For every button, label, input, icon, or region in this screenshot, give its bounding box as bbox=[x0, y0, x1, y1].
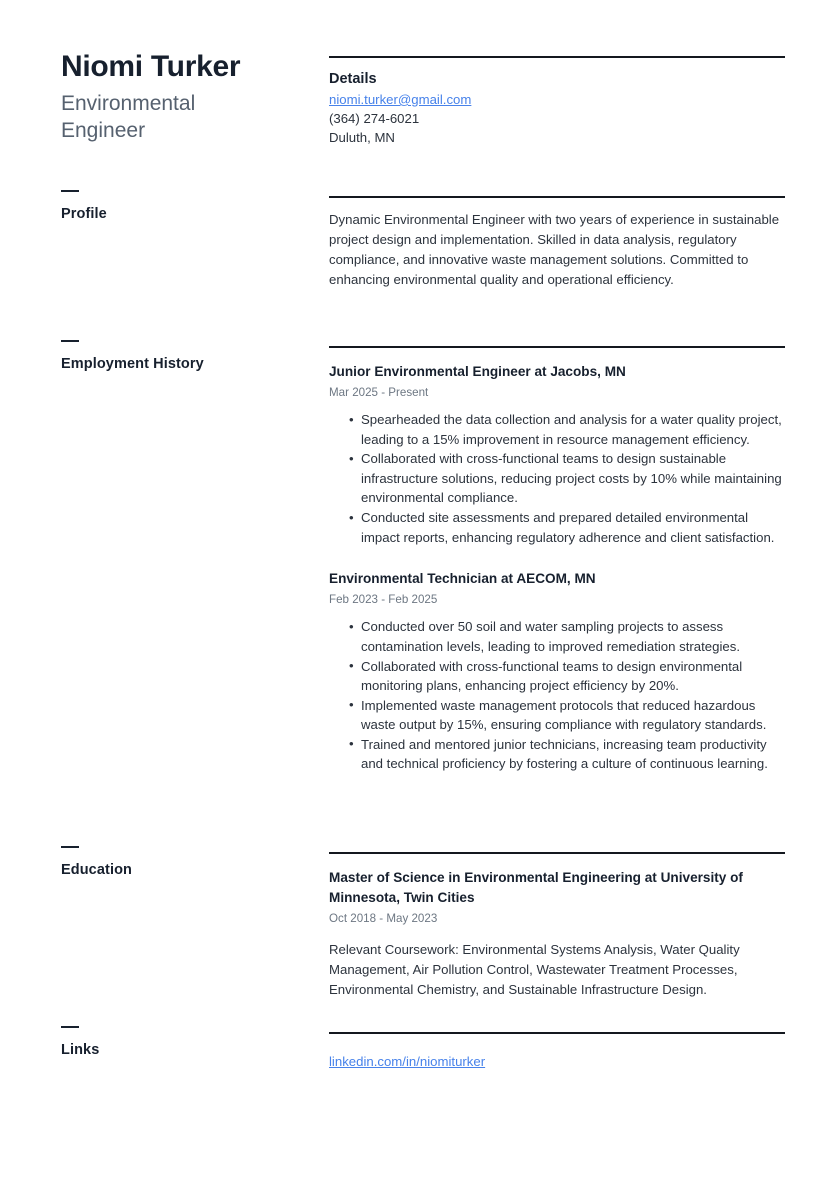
list-item: • Implemented waste management protocols that reduced hazardous waste output by 15%, ensuring compliance with regulatory standards. bbox=[349, 696, 785, 735]
section-dash-icon bbox=[61, 846, 79, 848]
list-item: • Collaborated with cross-functional teams to design sustainable infrastructure solutions, reducing project costs by 10% while maintaining environmental compliance. bbox=[349, 449, 785, 508]
profile-text: Dynamic Environmental Engineer with two years of experience in sustainable project design and implementation. Skilled in data analysis, regulatory compliance, and innovative waste management solutions. Committed to enhancing environmental quality and operational efficiency. bbox=[329, 212, 780, 288]
section-dash-icon bbox=[61, 1026, 79, 1028]
section-dash-icon bbox=[61, 190, 79, 192]
sidebar-item-employment bbox=[61, 340, 311, 373]
sidebar-item-profile bbox=[61, 190, 311, 223]
employment-entry-bullets bbox=[329, 410, 785, 547]
section-divider bbox=[329, 1032, 785, 1034]
education-entry-dates: Oct 2018 - May 2023 bbox=[329, 911, 438, 925]
list-item: • Conducted site assessments and prepared detailed environmental impact reports, enhancing regulatory adherence and client satisfaction. bbox=[349, 508, 785, 547]
resume-header bbox=[61, 50, 311, 145]
employment-entry-dates: Feb 2023 - Feb 2025 bbox=[329, 593, 438, 607]
education-section bbox=[329, 852, 785, 1001]
education-entry-description: Relevant Coursework: Environmental Systems Analysis, Water Quality Management, Air Pollution Control, Wastewater Treatment Processes, Environmental Chemistry, and Sustainable Infrastructure Design. bbox=[329, 942, 740, 998]
list-item: • Conducted over 50 soil and water sampling projects to assess contamination levels, leading to improved remediation strategies. bbox=[349, 617, 785, 656]
phone-text: (364) 274-6021 bbox=[329, 110, 420, 126]
list-item: • Trained and mentored junior technicians, increasing team productivity and technical proficiency by fostering a culture of continuous learning. bbox=[349, 735, 785, 774]
education-entry bbox=[329, 868, 785, 1001]
section-divider bbox=[329, 56, 785, 58]
linkedin-link[interactable]: linkedin.com/in/niomiturker bbox=[329, 1054, 486, 1069]
list-item: • Spearheaded the data collection and analysis for a water quality project, leading to a 15% improvement in resource management efficiency. bbox=[349, 410, 785, 449]
section-label-education: Education bbox=[61, 862, 132, 878]
profile-section bbox=[329, 196, 785, 290]
employment-section bbox=[329, 346, 785, 774]
section-label-employment: Employment History bbox=[61, 356, 204, 372]
sidebar-item-links bbox=[61, 1026, 311, 1059]
employment-entry bbox=[329, 362, 785, 547]
links-section bbox=[329, 1032, 785, 1071]
details-heading: Details bbox=[329, 71, 377, 87]
employment-entry-bullets bbox=[329, 617, 785, 773]
employment-entry bbox=[329, 569, 785, 774]
section-label-profile: Profile bbox=[61, 206, 107, 222]
section-label-links: Links bbox=[61, 1042, 100, 1058]
employment-entry-dates: Mar 2025 - Present bbox=[329, 385, 429, 399]
employment-entry-title: Environmental Technician at AECOM, MN bbox=[329, 571, 596, 587]
section-divider bbox=[329, 852, 785, 854]
page-title: Niomi Turker bbox=[61, 50, 241, 83]
education-entry-title: Master of Science in Environmental Engineering at University of Minnesota, Twin Cities bbox=[329, 870, 743, 905]
sidebar-item-education bbox=[61, 846, 311, 879]
section-dash-icon bbox=[61, 340, 79, 342]
email-link[interactable]: niomi.turker@gmail.com bbox=[329, 91, 472, 107]
location-text: Duluth, MN bbox=[329, 130, 395, 146]
list-item: • Collaborated with cross-functional teams to design environmental monitoring plans, enhancing project efficiency by 20%. bbox=[349, 657, 785, 696]
employment-entry-title: Junior Environmental Engineer at Jacobs, MN bbox=[329, 364, 626, 379]
details-section bbox=[329, 56, 785, 147]
job-title: Environmental Engineer bbox=[61, 91, 196, 143]
section-divider bbox=[329, 346, 785, 348]
section-divider bbox=[329, 196, 785, 198]
